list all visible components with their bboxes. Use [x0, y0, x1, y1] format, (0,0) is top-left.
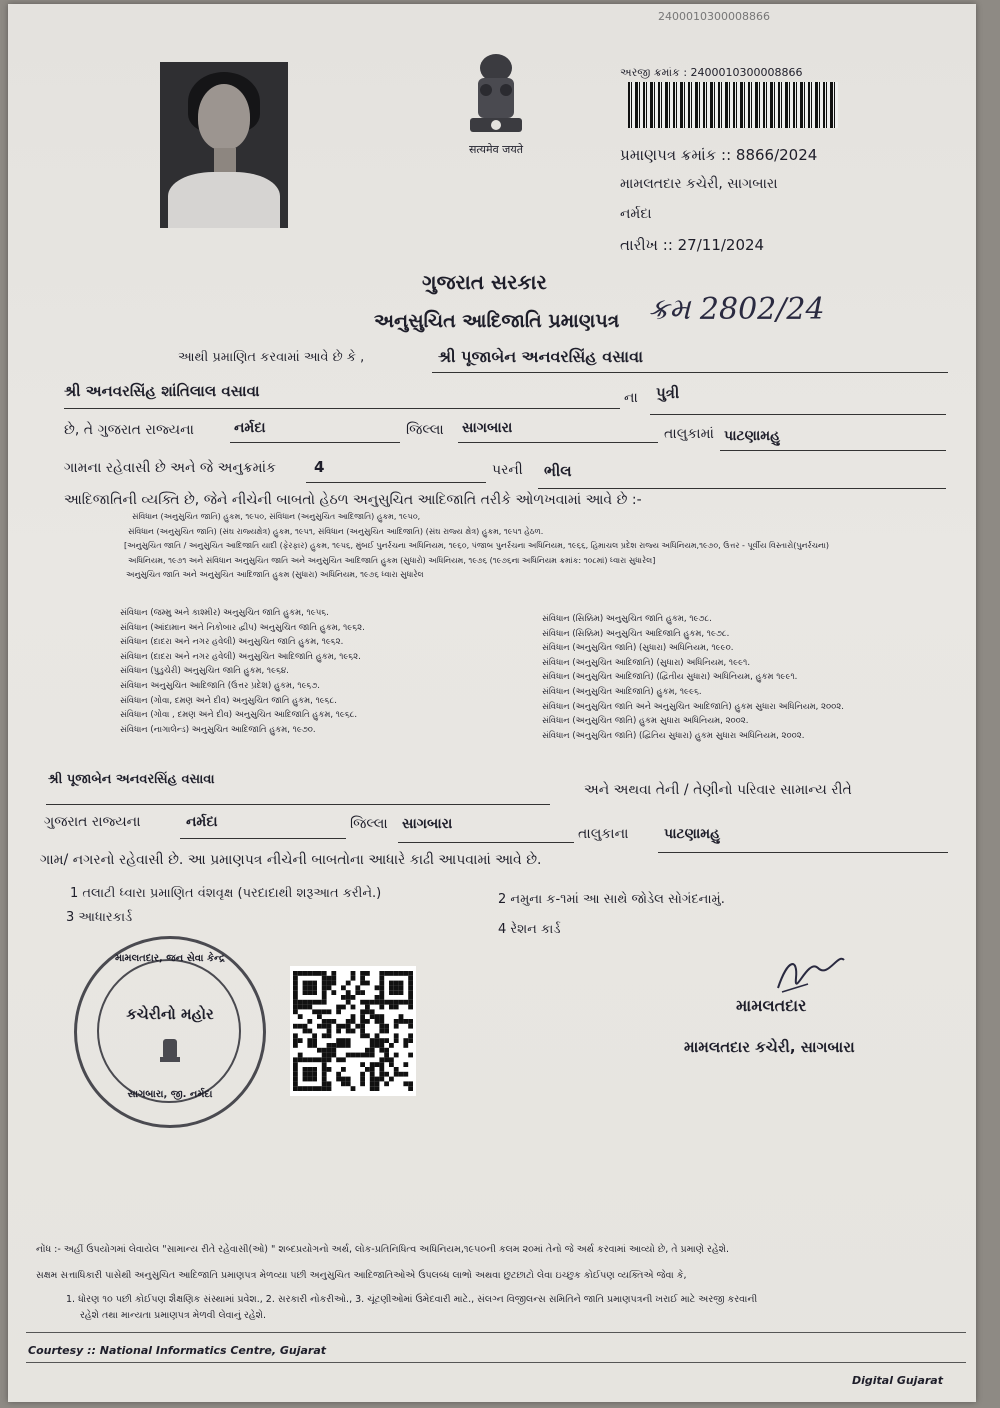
- document-item: 1 તલાટી ધ્વારા પ્રમાણિત વંશવૃક્ષ (પરદાદાથી શરૂઆત કરીને.): [70, 886, 382, 901]
- footer-brand: Digital Gujarat: [852, 1374, 943, 1387]
- handwritten-number: ક્રમ 2802/24: [648, 292, 825, 327]
- act-line: સંવિધાન (અનુસુચિત આદિજાતિ) હુકમ, ૧૯૯૬.: [542, 686, 702, 697]
- village-value: પાટણામહુ: [724, 428, 781, 444]
- acts-left-list: [120, 606, 520, 737]
- certificate-page: [8, 4, 976, 1402]
- of-label: ના: [624, 390, 638, 406]
- acts-top-list: [68, 510, 948, 583]
- issuing-district: નર્મદા: [620, 206, 652, 222]
- national-emblem-icon: [456, 48, 536, 156]
- residence-village-value: પાટણામહુ: [664, 826, 721, 842]
- residence-state-label: ગુજરાત રાજ્યના: [44, 814, 141, 830]
- act-line: સંવિધાન (જમ્મુ અને કાશ્મીર) અનુસુચિત જાતિ હુકમ, ૧૯૫૬.: [120, 608, 329, 618]
- act-line: સંવિધાન (આંદામાન અને નિકોબાર દ્વીપ) અનુસુચિત જાતિ હુકમ, ૧૯૬૨.: [120, 622, 365, 633]
- act-line: સંવિધાન (દાદરા અને નગર હવેલી) અનુસુચિત આદિજાતિ હુકમ, ૧૯૬૨.: [120, 651, 361, 662]
- seal-top-text: મામલતદાર, જન સેવા કેન્દ્ર: [115, 953, 225, 964]
- barcode: [628, 82, 838, 128]
- document-item: 3 આધારકાર્ડ: [66, 910, 133, 925]
- signatory-office: મામલતદાર કચેરી, સાગબારા: [684, 1038, 855, 1056]
- act-line: સંવિધાન (અનુસુચિત જાતિ) હુકમ, ૧૯૫૦, સંવિધાન (અનુસુચિત આદિજાતિ) હુકમ, ૧૯૫૦,: [132, 512, 421, 521]
- certificate-title: અનુસુચિત આદિજાતિ પ્રમાણપત્ર: [374, 310, 620, 332]
- act-line: સંવિધાન (નાગાલેન્ડ) અનુસુચિત આદિજાતિ હુકમ, ૧૯૭૦.: [120, 724, 316, 735]
- residence-district-value: નર્મદા: [186, 814, 218, 830]
- act-line: સંવિધાન (અનુસુચિત જાતિ) (સુધારા) અધિનિયમ, ૧૯૯૦.: [542, 643, 734, 654]
- note-3: 1. ધોરણ ૧૦ પછી કોઈપણ શૈક્ષણિક સંસ્થામાં પ્રવેશ., 2. સરકારી નોકરીઓ., 3. ચૂંટણીઓમાં ઉમેદવારી માટે., સંલગ્ન વિજીલન્સ સમિતિને જાતિ પ્રમાણપત્રની ખરાઈ માટે અરજી કરવાની: [66, 1294, 758, 1305]
- tribe-statement: આદિજાતિની વ્યક્તિ છે, જેને નીચેની બાબતો હેઠળ અનુસુચિત આદિજાતિ તરીકે ઓળખવામાં આવે છે :-: [64, 492, 642, 508]
- signatory-title: મામલતદાર: [736, 996, 807, 1015]
- act-line: સંવિધાન (દાદરા અને નગર હવેલી) અનુસુચિત જાતિ હુકમ, ૧૯૬૨.: [120, 637, 344, 648]
- serial-value: 4: [314, 458, 325, 476]
- acts-right-list: [542, 612, 942, 743]
- taluka-label: તાલુકામાં: [664, 426, 714, 442]
- family-label: અને અથવા તેની / તેણીનો પરિવાર સામાન્ય રીતે: [584, 782, 852, 798]
- motto: सत्यमेव जयते: [468, 143, 523, 156]
- residence-person-name: શ્રી પૂજાબેન અનવરસિંહ વસાવા: [48, 772, 215, 787]
- act-line: સંવિધાન (અનુસુચિત આદિજાતિ) (સુધારા) અધિનિયમ, ૧૯૯૧.: [542, 657, 751, 668]
- government-title: ગુજરાત સરકાર: [422, 270, 547, 294]
- per-label: પરની: [492, 462, 523, 478]
- act-line: અધિનિયમ, ૧૯૭૧ અને સંવિધાન અનુસુચિત જાતિ અને અનુસુચિત આદિજાતિ હુકમ (સુધારો) અધિનિયમ, ૧૯૭૬ (૧૯૭૬ના અધિનિયમ ક્રમાંક: ૧૦૮માં) ધ્વારા સુધારેલ]: [128, 555, 656, 565]
- note-4: રહેશે તથા માન્યતા પ્રમાણપત્ર મેળવી લેવાનું રહેશે.: [80, 1310, 266, 1321]
- act-line: સંવિધાન (અનુસુચિત જાતિ) (દ્વિતિય સુધારા) હુકમ સુધારા અધિનિયમ, ૨૦૦૨.: [542, 730, 805, 741]
- act-line: સંવિધાન (ગોવા , દમણ અને દીવ) અનુસુચિત આદિજાતિ હુકમ, ૧૯૬૮.: [120, 710, 358, 721]
- act-line: અનુસુચિત જાતિ અને અનુસુચિત આદિજાતિ હુકમ (સુધારા) અધિનિયમ, ૧૯૭૬ ધ્વારા સુધારેલ: [126, 570, 424, 579]
- father-name: શ્રી અનવરસિંહ શાંતિલાલ વસાવા: [64, 382, 260, 400]
- courtesy-text: Courtesy :: National Informatics Centre, Gujarat: [28, 1344, 327, 1357]
- state-label: છે, તે ગુજરાત રાજ્યના: [64, 422, 194, 438]
- taluka-value: સાગબારા: [462, 420, 513, 436]
- seal-bottom-text: સાગબારા, જી. નર્મદા: [127, 1089, 213, 1100]
- act-line: સંવિધાન (અનુસુચિત જાતિ અને અનુસુચિત આદિજાતિ) હુકમ સુધારા અધિનિયમ, ૨૦૦૨.: [542, 701, 844, 712]
- basis-text: ગામ/ નગરનો રહેવાસી છે. આ પ્રમાણપત્ર નીચેની બાબતોના આધારે કાઢી આપવામાં આવે છે.: [40, 852, 542, 868]
- issue-date: તારીખ :: 27/11/2024: [620, 236, 765, 254]
- act-line: [અનુસુચિત જાતિ / અનુસુચિત આદિજાતિ યાદી (ફેરફાર) હુકમ, ૧૯૫૬, મુંબઈ પુનર્રચના અધિનિયમ, ૧૯૬૦, પંજાબ પુનર્રચના અધિનિયમ, ૧૯૬૬, હિમાચલ પ્રદેશ રાજ્ય અધિનિયમ,૧૯૭૦, ઉત્તર - પૂર્વીય વિસ્તારો(પુનર્રચના): [124, 541, 830, 550]
- act-line: સંવિધાન (પુડુચેરી) અનુસુચિત જાતિ હુકમ, ૧૯૬૪.: [120, 666, 289, 677]
- certify-label: આથી પ્રમાણિત કરવામાં આવે છે કે ,: [178, 350, 365, 365]
- district-value: નર્મદા: [234, 420, 266, 436]
- act-line: સંવિધાન (અનુસુચિત જાતિ) હુકમ સુધારા અધિનિયમ, ૨૦૦૨.: [542, 716, 749, 727]
- applicant-photo: [160, 62, 288, 228]
- residence-taluka-value: સાગબારા: [402, 816, 453, 832]
- application-number: અરજી ક્રમાંક : 2400010300008866: [620, 66, 803, 79]
- act-line: સંવિધાન (ગોવા, દમણ અને દીવ) અનુસુચિત જાતિ હુકમ, ૧૯૬૮.: [120, 695, 337, 706]
- act-line: સંવિધાન (અનુસુચિત જાતિ) (સંઘ રાજ્યક્ષેત્ર) હુકમ, ૧૯૫૧, સંવિધાન (અનુસુચિત આદિજાતિ) (સંઘ રાજ્ય ક્ષેત્ર) હુકમ, ૧૯૫૧ હેઠળ.: [128, 526, 544, 536]
- document-item: 2 નમુના ક-૧માં આ સાથે જોડેલ સોગંદનામું.: [498, 892, 725, 907]
- note-2: સક્ષમ સત્તાધિકારી પાસેથી અનુસુચિત આદિજાતિ પ્રમાણપત્ર મેળવ્યા પછી અનુસુચિત આદિજાતિઓએ ઉપલબ્ધ લાભો અથવા છુટછાટો લેવા ઇચ્છુક કોઈપણ વ્યક્તિએ જેવા કે,: [36, 1270, 687, 1281]
- seal-emblem-icon: [155, 1035, 185, 1065]
- qr-code: [290, 966, 416, 1096]
- act-line: સંવિધાન (સિક્કિમ) અનુસુચિત આદિજાતિ હુકમ, ૧૯૭૮.: [542, 628, 730, 639]
- signature-mark: [768, 948, 848, 998]
- certificate-number: પ્રમાણપત્ર ક્રમાંક :: 8866/2024: [620, 146, 818, 164]
- act-line: સંવિધાન (અનુસુચિત આદિજાતિ) (દ્વિતીય સુધારા) અધિનિયમ, હુકમ ૧૯૯૧.: [542, 672, 798, 683]
- seal-center-text: કચેરીનો મહોર: [126, 1005, 214, 1023]
- relation: પુત્રી: [656, 384, 680, 402]
- resident-label: ગામના રહેવાસી છે અને જે અનુક્રમાંક: [64, 460, 276, 476]
- issuing-office: મામલતદાર કચેરી, સાગબારા: [620, 176, 778, 192]
- office-seal: [74, 936, 266, 1128]
- document-item: 4 રેશન કાર્ડ: [498, 922, 561, 937]
- note-1: નોંધ :- અહીં ઉપયોગમાં લેવાયેલ "સામાન્ય રીતે રહેવાસી(ઓ) " શબ્દપ્રયોગનો અર્થ, લોક-પ્રતિનિધિત્વ અધિનિયમ,૧૯૫૦ની કલમ ૨૦માં તેનો જે અર્થ કરવામાં આવ્યો છે, તે પ્રમાણે રહેશે.: [36, 1244, 730, 1255]
- person-name: શ્રી પૂજાબેન અનવરસિંહ વસાવા: [438, 347, 643, 366]
- residence-district-label: જિલ્લા: [350, 816, 388, 832]
- tribe-value: ભીલ: [544, 462, 572, 480]
- residence-taluka-label: તાલુકાના: [578, 826, 629, 842]
- act-line: સંવિધાન (સિક્કિમ) અનુસુચિત જાતિ હુકમ, ૧૯૭૮.: [542, 614, 712, 624]
- district-label: જિલ્લા: [406, 422, 444, 438]
- top-barcode-number: 2400010300008866: [658, 10, 770, 23]
- act-line: સંવિધાન અનુસુચિત આદિજાતિ (ઉત્તર પ્રદેશ) હુકમ, ૧૯૬૭.: [120, 680, 321, 691]
